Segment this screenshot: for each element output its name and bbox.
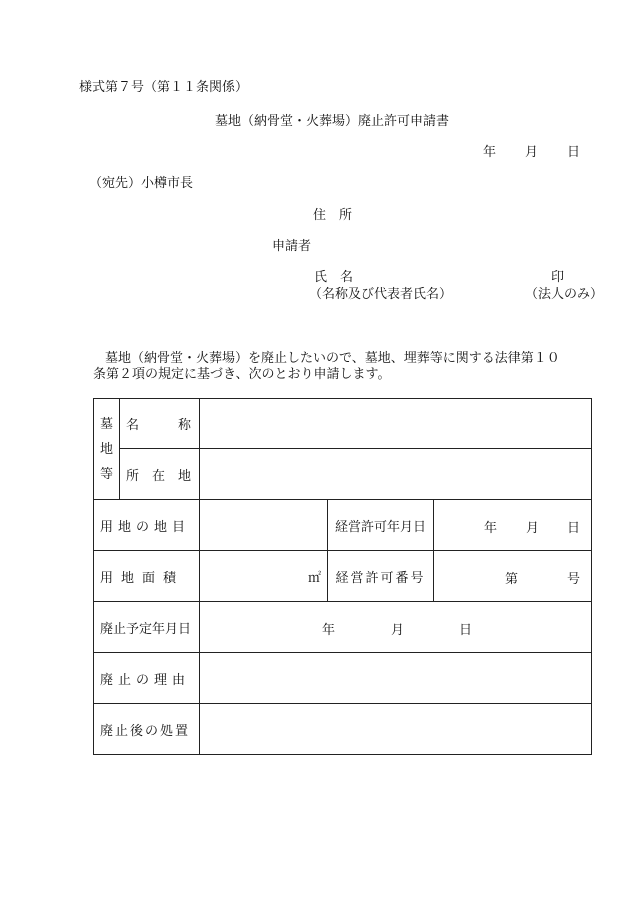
name-label: 氏 名 — [314, 270, 354, 285]
table-row — [94, 500, 592, 551]
name-row-label: 名 称 — [120, 399, 200, 449]
applicant-label: 申請者 — [272, 239, 312, 254]
reason-label: 廃止の理由 — [94, 653, 200, 704]
date-month-label: 月 — [525, 145, 539, 160]
permit-number-prefix: 第 — [505, 572, 519, 587]
table-row — [94, 653, 592, 704]
seal-mark: 印 — [551, 270, 565, 285]
table-row — [94, 551, 592, 602]
page-title: 墓地（納骨堂・火葬場）廃止許可申請書 — [215, 114, 450, 129]
seal-note: （法人のみ） — [525, 287, 604, 302]
body-line-1: 墓地（納骨堂・火葬場）を廃止したいので、墓地、埋葬等に関する法律第１０ — [105, 351, 560, 366]
date-year-label: 年 — [483, 145, 497, 160]
body-line-2: 条第２項の規定に基づき、次のとおり申請します。 — [93, 367, 391, 382]
land-area-label: 用地面積 — [94, 551, 200, 602]
area-unit: ㎡ — [307, 570, 321, 586]
permit-number-label: 経営許可番号 — [328, 551, 434, 602]
name-value-cell[interactable] — [200, 399, 592, 449]
application-table — [93, 398, 592, 755]
table-row — [94, 602, 592, 653]
disposal-label: 廃止後の処置 — [94, 704, 200, 755]
permit-date-value-cell[interactable] — [434, 500, 592, 551]
disposal-value-cell[interactable] — [200, 704, 592, 755]
address-label: 住 所 — [313, 208, 353, 223]
table-row — [94, 704, 592, 755]
name-note: （名称及び代表者氏名） — [309, 287, 453, 302]
cemetery-group-label: 墓 地 等 — [94, 399, 120, 500]
planned-date-month: 月 — [391, 623, 405, 638]
table-row — [94, 449, 592, 500]
permit-number-value-cell[interactable] — [434, 551, 592, 602]
permit-date-year: 年 — [484, 521, 498, 536]
planned-date-label: 廃止予定年月日 — [94, 602, 200, 653]
form-number: 様式第７号（第１１条関係） — [79, 80, 249, 95]
permit-date-label: 経営許可年月日 — [328, 500, 434, 551]
permit-date-month: 月 — [526, 521, 540, 536]
permit-date-day: 日 — [567, 521, 581, 536]
addressee: （宛先）小樽市長 — [89, 176, 194, 191]
date-day-label: 日 — [567, 145, 581, 160]
table-row — [94, 399, 592, 449]
location-row-label: 所 在 地 — [120, 449, 200, 500]
planned-date-value-cell[interactable] — [200, 602, 592, 653]
permit-number-suffix: 号 — [567, 572, 581, 587]
land-area-value-cell[interactable] — [200, 551, 328, 602]
reason-value-cell[interactable] — [200, 653, 592, 704]
land-category-label: 用地の地目 — [94, 500, 200, 551]
location-value-cell[interactable] — [200, 449, 592, 500]
planned-date-year: 年 — [322, 623, 336, 638]
planned-date-day: 日 — [459, 623, 473, 638]
land-category-value-cell[interactable] — [200, 500, 328, 551]
